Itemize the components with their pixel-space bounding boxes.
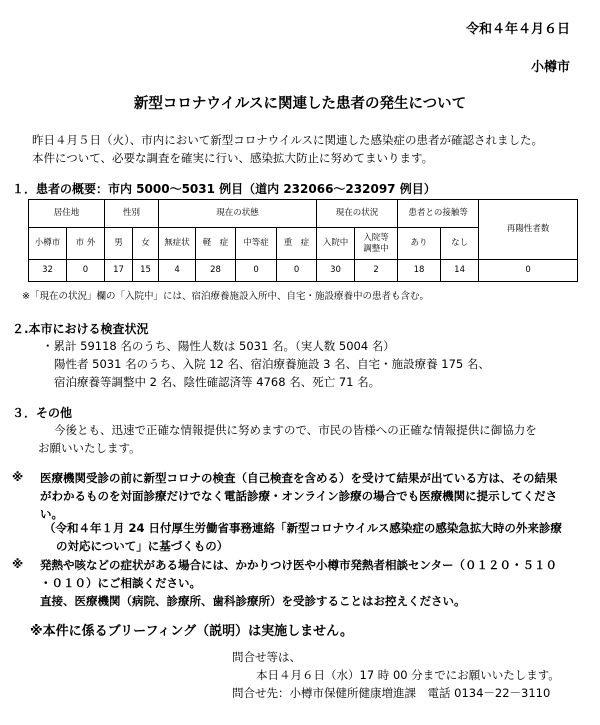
value-mild: 28 [196,260,236,282]
header-contact: 患者との接触等 [398,200,479,228]
value-male: 17 [105,260,133,282]
value-outside: 0 [67,260,105,282]
subheader-contact-yes: あり [398,228,441,260]
header-residence: 居住地 [29,200,105,228]
subheader-mild: 軽 症 [196,228,236,260]
notice-b-line-2: ・０１０）にご相談ください。 [40,576,201,590]
notice-b-line-3: 直接、医療機関（病院、診療所、歯科診療所）を受診することはお控えください。 [40,594,466,608]
subheader-hospitalized: 入院中 [317,228,355,260]
notice-a-line-2: がわかるものを対面診療だけでなく電話診療・オンライン診療の場合でも医療機関に提示してくださ [40,489,558,503]
header-sex: 性別 [105,200,159,228]
contact-line-1: 問合せ等は、 [232,650,301,664]
subheader-moderate: 中等症 [236,228,277,260]
subheader-adjusting [355,228,398,260]
notice-a-line-5: の対応について」に基づくもの） [56,539,229,553]
value-hospitalized: 30 [317,260,355,282]
issuer-city: 小樽市 [530,60,570,75]
document-title: 新型コロナウイルスに関連した患者の発生について [133,96,467,112]
value-contact-no: 14 [441,260,479,282]
notice-a-line-3: い。 [40,507,63,521]
other-line-2: お願いいたします。 [38,441,141,455]
value-moderate: 0 [236,260,277,282]
value-asymptomatic: 4 [159,260,196,282]
section-2-heading: ２.本市における検査状況 [12,322,149,336]
notice-a-line-4: （令和４年１月 24 日付厚生労働省事務連絡「新型コロナウイルス感染症の感染急拡大時の外来診療 [44,521,562,535]
header-reinfection: 再陽性者数 [479,200,578,260]
patient-summary-table [28,199,578,282]
subheader-adjusting-line-1: 入院等 [363,232,389,243]
briefing-notice: ※本件に係るブリーフィング（説明）は実施しません。 [30,624,353,639]
document-date: 令和４年４月６日 [465,22,570,37]
value-otaru: 32 [29,260,67,282]
header-current-status: 現在の状況 [317,200,398,228]
notice-b-mark: ※ [12,557,24,571]
table-group-header-row [29,200,578,228]
notice-a-mark: ※ [12,470,24,484]
intro-line-1: 昨日４月５日（火）、市内において新型コロナウイルスに関連した感染症の患者が確認されました。 [32,133,544,147]
testing-line-3: 宿泊療養等調整中 2 名、陰性確認済等 4768 名、死亡 71 名。 [54,375,381,389]
subheader-asymptomatic: 無症状 [159,228,196,260]
subheader-contact-no: なし [441,228,479,260]
header-current-state: 現在の状態 [159,200,317,228]
value-adjusting: 2 [355,260,398,282]
subheader-otaru: 小樽市 [29,228,67,260]
intro-line-2: 本件について、必要な調査を確実に行い、感染拡大防止に努めてまいります。 [32,151,434,165]
subheader-severe: 重 症 [277,228,317,260]
subheader-outside: 市 外 [67,228,105,260]
other-line-1: 今後とも、迅速で正確な情報提供に努めますので、市民の皆様への正確な情報提供に御協力を [54,423,537,437]
value-reinfection: 0 [479,260,578,282]
subheader-female: 女 [133,228,159,260]
subheader-male: 男 [105,228,133,260]
subheader-adjusting-line-2: 調整中 [363,243,389,254]
notice-b-line-1: 発熱や咳などの症状がある場合には、かかりつけ医や小樽市発熱者相談センター（０１２０・５１０ [40,558,558,572]
table-note: ※「現在の状況」欄の「入院中」には、宿泊療養施設入所中、自宅・施設療養中の患者も含む。 [22,291,429,302]
section-1-heading: １．患者の概要：市内 5000～5031 例目（道内 232066～232097 例目） [12,182,436,196]
section-3-heading: ３．その他 [12,406,73,420]
contact-line-3: 問合せ先：小樽市保健所健康増進課 電話 0134－22－3110 [232,686,551,700]
value-contact-yes: 18 [398,260,441,282]
value-severe: 0 [277,260,317,282]
value-female: 15 [133,260,159,282]
table-value-row [29,260,578,282]
testing-line-1: ・累計 59118 名のうち、陽性人数は 5031 名。（実人数 5004 名） [42,339,395,353]
notice-a-line-1: 医療機関受診の前に新型コロナの検査（自己検査を含める）を受けて結果が出ている方は、その結果 [40,471,558,485]
contact-line-2: 本日４月６日（水）17 時 00 分までにお願いいたします。 [256,668,560,682]
testing-line-2: 陽性者 5031 名のうち、入院 12 名、宿泊療養施設 3 名、自宅・施設療養 175 名、 [54,357,490,371]
